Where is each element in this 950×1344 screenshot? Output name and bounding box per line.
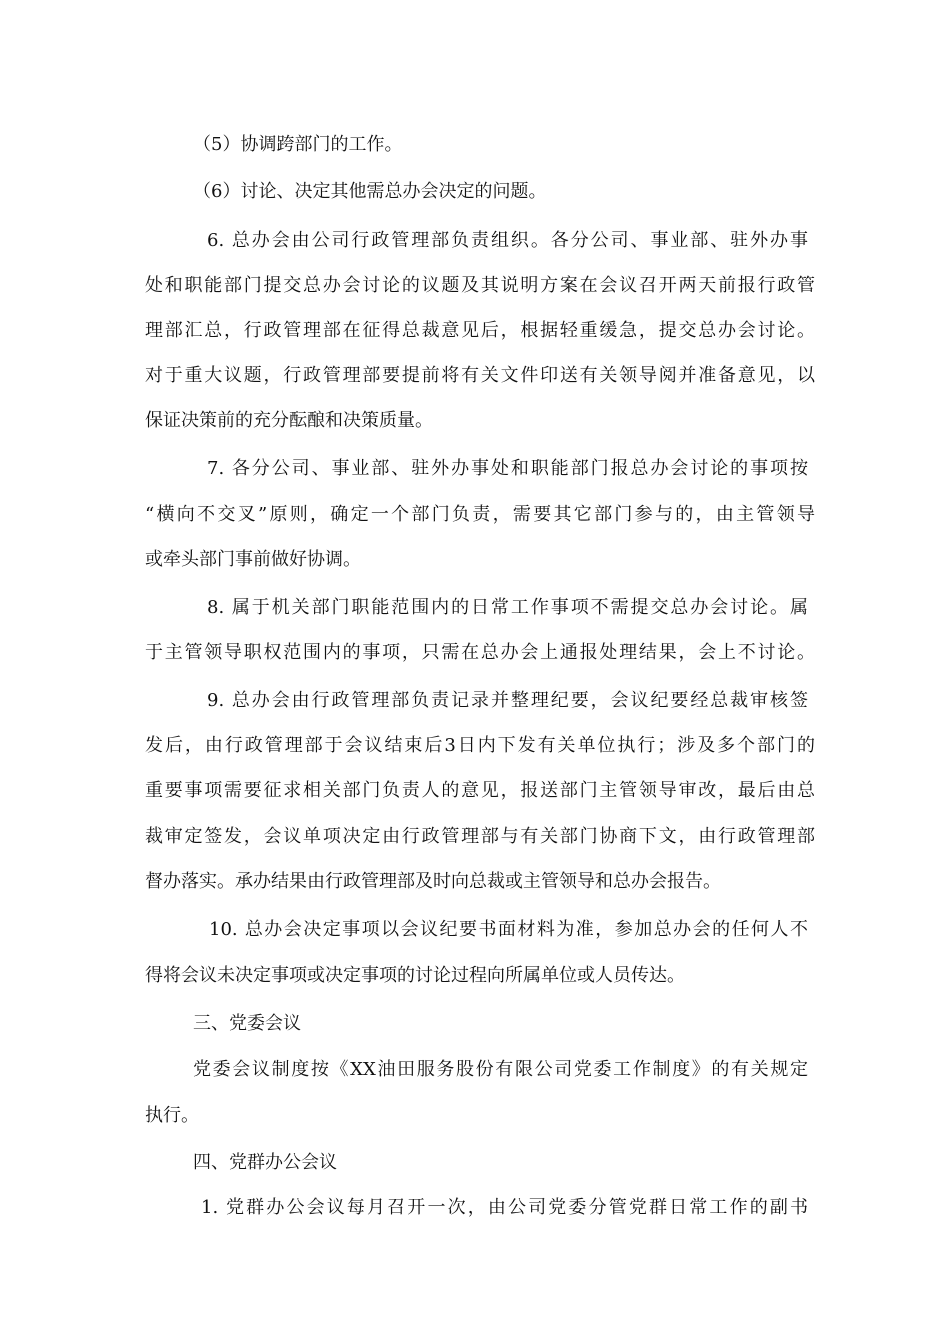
- paragraph-6-line-4: 对于重大议题，行政管理部要提前将有关文件印送有关领导阅并准备意见，以: [145, 365, 815, 386]
- paragraph-9-line-5: 督办落实。承办结果由行政管理部及时向总裁或主管领导和总办会报告。: [145, 871, 721, 892]
- paragraph-6-line-1: 6. 总办会由公司行政管理部负责组织。各分公司、事业部、驻外办事: [207, 230, 808, 251]
- section-3-body-line-1: 党委会议制度按《XX油田服务股份有限公司党委工作制度》的有关规定: [193, 1059, 808, 1080]
- list-item-6: （6）讨论、决定其他需总办会决定的问题。: [193, 181, 547, 202]
- paragraph-9-line-2: 发后，由行政管理部于会议结束后3日内下发有关单位执行；涉及多个部门的: [145, 735, 815, 756]
- paragraph-8-line-2: 于主管领导职权范围内的事项，只需在总办会上通报处理结果，会上不讨论。: [145, 642, 815, 663]
- paragraph-10-line-2: 得将会议未决定事项或决定事项的讨论过程向所属单位或人员传达。: [145, 965, 685, 986]
- paragraph-7-line-3: 或牵头部门事前做好协调。: [145, 549, 361, 570]
- paragraph-9-line-1: 9. 总办会由行政管理部负责记录并整理纪要，会议纪要经总裁审核签: [207, 690, 808, 711]
- section-3-heading: 三、党委会议: [193, 1013, 301, 1034]
- section-3-body-line-2: 执行。: [145, 1105, 199, 1126]
- list-item-5: （5）协调跨部门的工作。: [193, 134, 403, 155]
- paragraph-7-line-2: “横向不交叉”原则，确定一个部门负责，需要其它部门参与的，由主管领导: [145, 504, 815, 525]
- paragraph-10-line-1: 10. 总办会决定事项以会议纪要书面材料为准，参加总办会的任何人不: [209, 919, 808, 940]
- paragraph-6-line-5: 保证决策前的充分酝酿和决策质量。: [145, 410, 433, 431]
- paragraph-6-line-3: 理部汇总，行政管理部在征得总裁意见后，根据轻重缓急，提交总办会讨论。: [145, 320, 815, 341]
- paragraph-8-line-1: 8. 属于机关部门职能范围内的日常工作事项不需提交总办会讨论。属: [207, 597, 808, 618]
- paragraph-7-line-1: 7. 各分公司、事业部、驻外办事处和职能部门报总办会讨论的事项按: [207, 458, 808, 479]
- section-4-heading: 四、党群办公会议: [193, 1152, 337, 1173]
- paragraph-6-line-2: 处和职能部门提交总办会讨论的议题及其说明方案在会议召开两天前报行政管: [145, 275, 815, 296]
- paragraph-9-line-4: 裁审定签发，会议单项决定由行政管理部与有关部门协商下文，由行政管理部: [145, 826, 815, 847]
- paragraph-9-line-3: 重要事项需要征求相关部门负责人的意见，报送部门主管领导审改，最后由总: [145, 780, 815, 801]
- section-4-item-1: 1. 党群办公会议每月召开一次，由公司党委分管党群日常工作的副书: [201, 1197, 808, 1218]
